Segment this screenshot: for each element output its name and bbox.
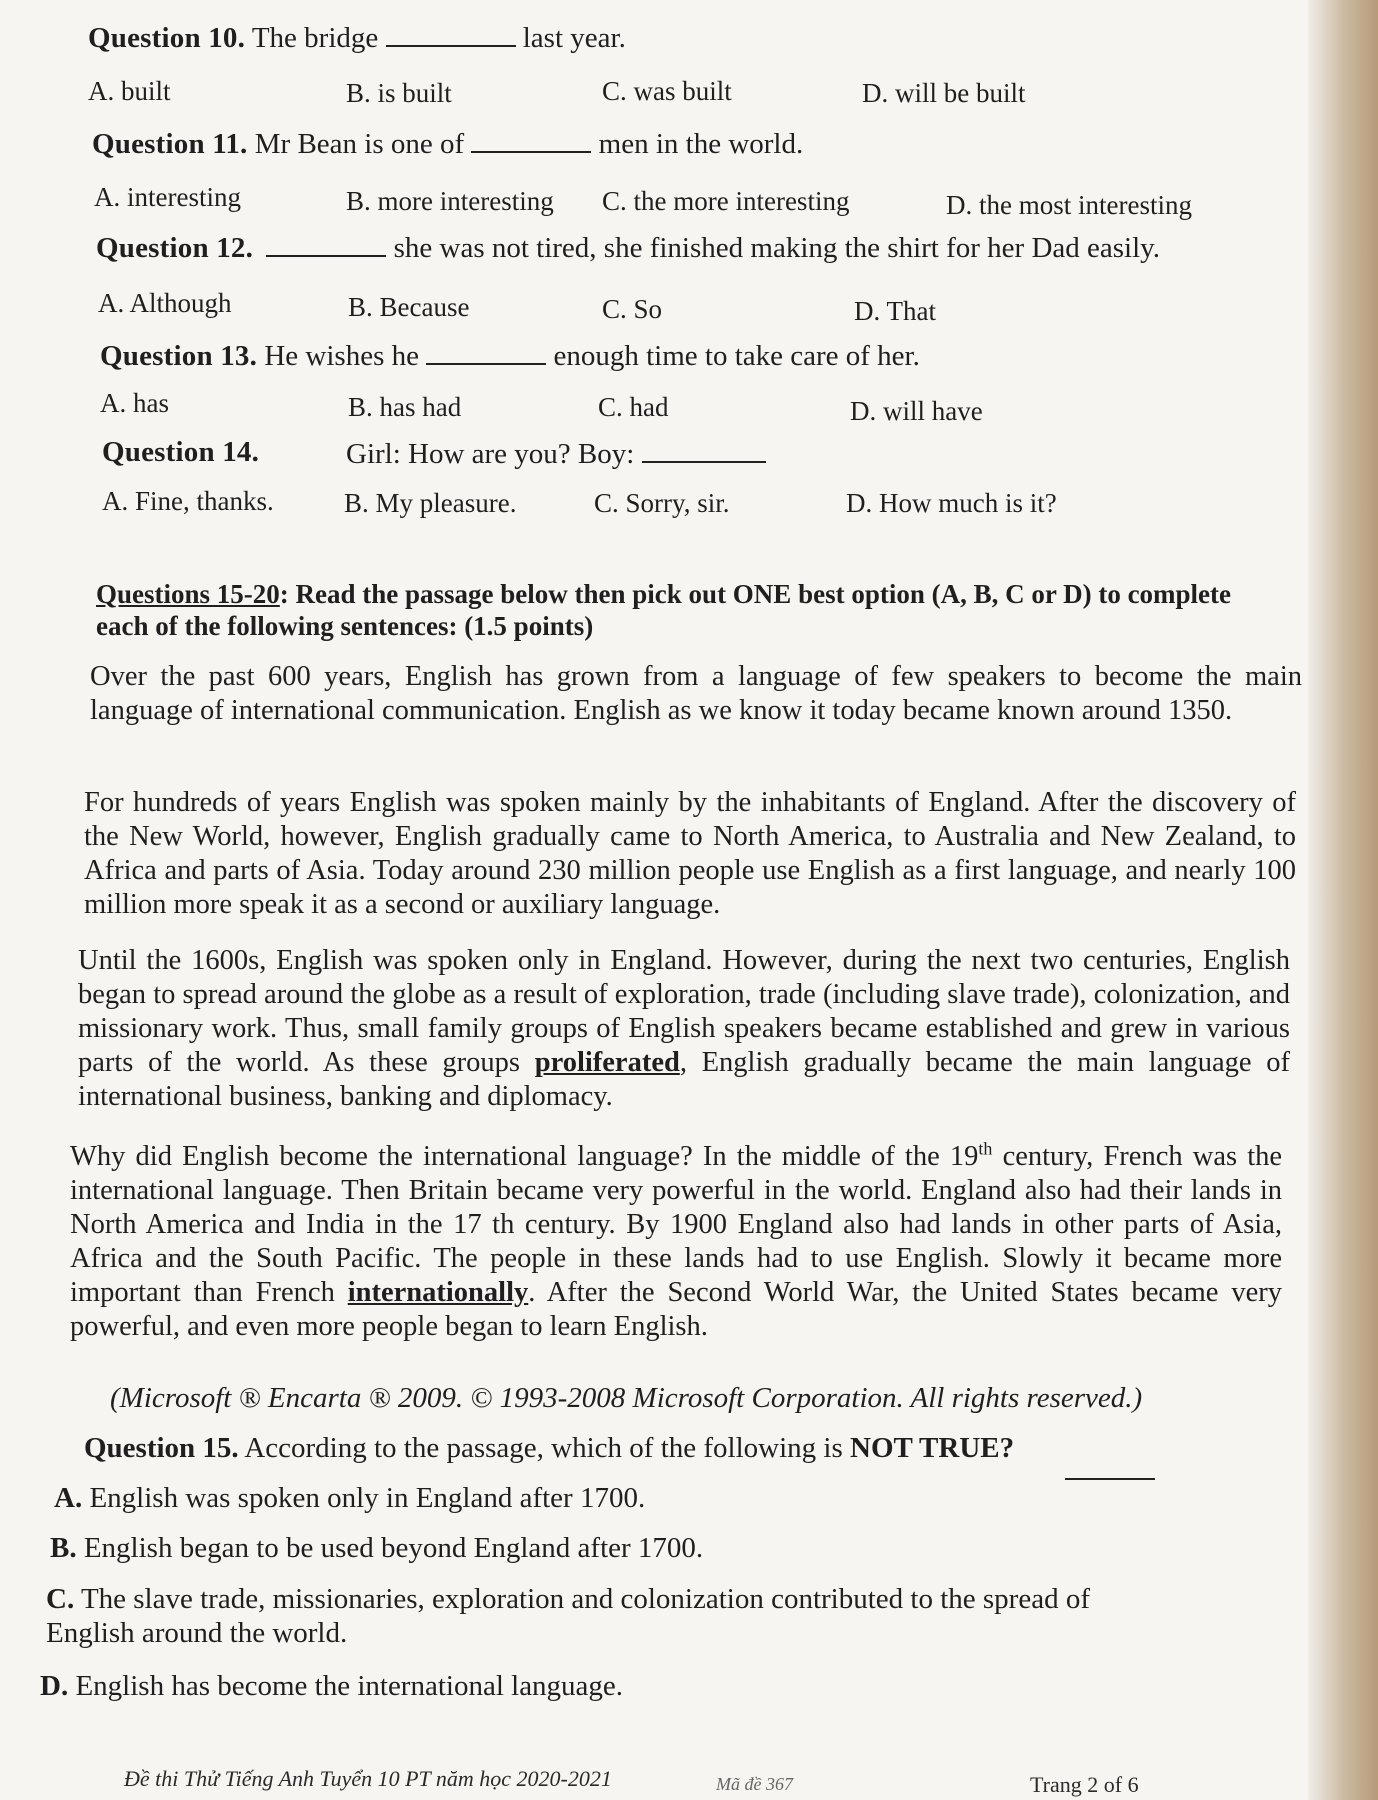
- q11-option-b: B. more interesting: [346, 186, 554, 216]
- question-12: [96, 232, 1160, 265]
- footer-exam-title: Đề thi Thử Tiếng Anh Tuyển 10 PT năm học 2020-2021: [124, 1766, 612, 1791]
- question-text-before: Mr Bean is one of: [254, 128, 465, 160]
- answer-blank: [386, 45, 516, 47]
- question-15: [84, 1432, 1014, 1465]
- section-heading: Questions 15-20: [96, 579, 280, 609]
- question-text-before: He wishes he: [264, 340, 419, 372]
- q12-option-d: D. That: [854, 296, 936, 326]
- question-10: [88, 22, 626, 55]
- option-text: English has become the international language.: [75, 1670, 624, 1702]
- q15-option-a: [54, 1482, 645, 1515]
- q15-option-b: [50, 1532, 703, 1565]
- passage-text: century, French was the international language. Then Britain became very powerful in the world. England also had their lands in North America and India in the 17 th century. By 1900 England also had lands in other parts of Asia, Africa and the South Pacific. The people in these lands had to use English. Slowly it became more important than French: [70, 1141, 1283, 1308]
- question-14: [102, 436, 259, 469]
- answer-blank: [471, 151, 591, 153]
- q10-option-c: C. was built: [602, 76, 732, 106]
- question-text: According to the passage, which of the following is: [244, 1432, 843, 1464]
- question-text-after: men in the world.: [598, 128, 804, 160]
- passage-paragraph-2: For hundreds of years English was spoken mainly by the inhabitants of England. After the discovery of the New World, however, English gradually came to North America, to Australia and New Zealand, to Africa and parts of Asia. Today around 230 million people use English as a first language, and nearly 100 million more speak it as a second or auxiliary language.: [84, 787, 1296, 920]
- answer-blank: [266, 255, 386, 257]
- question-number: Question 15.: [84, 1432, 239, 1464]
- question-text-before: The bridge: [251, 22, 379, 54]
- q14-option-a: A. Fine, thanks.: [102, 486, 274, 516]
- q14-option-d: D. How much is it?: [846, 488, 1057, 518]
- question-text-after: enough time to take care of her.: [553, 340, 920, 372]
- q13-option-b: B. has had: [348, 392, 462, 422]
- passage-text: Until the 1600s, English was spoken only in England. However, during the next two centuries, English began to spread around the globe as a result of exploration, trade (including slave trade), colonization, and missionary work. Thus, small family groups of English speakers became established and grew in various parts of the world. As these groups: [78, 945, 1290, 1078]
- question-number: Question 12.: [96, 232, 254, 264]
- footer-exam-code: Mã đề 367: [716, 1774, 793, 1794]
- question-14-dialogue: [346, 438, 766, 471]
- q13-option-d: D. will have: [850, 396, 983, 426]
- question-13: [100, 340, 920, 373]
- question-text-after: last year.: [522, 22, 626, 54]
- underlined-word-proliferated: proliferated: [534, 1047, 680, 1078]
- option-text: English was spoken only in England after 1700.: [89, 1482, 646, 1514]
- section-instruction: [96, 578, 1286, 642]
- q15-option-c: [46, 1582, 1166, 1650]
- question-text-after: she was not tired, she finished making the shirt for her Dad easily.: [393, 232, 1161, 264]
- option-label: C.: [46, 1583, 75, 1615]
- option-label: A.: [54, 1482, 83, 1514]
- option-text: English began to be used beyond England after 1700.: [83, 1532, 704, 1564]
- q11-option-c: C. the more interesting: [602, 186, 850, 216]
- passage-text: Why did English become the international language? In the middle of the: [70, 1141, 940, 1172]
- q14-option-c: C. Sorry, sir.: [594, 488, 730, 518]
- q12-option-a: A. Although: [98, 288, 232, 318]
- q13-option-c: C. had: [598, 392, 669, 422]
- q10-option-b: B. is built: [346, 78, 452, 108]
- passage-paragraph-4: [70, 1140, 1282, 1344]
- q12-option-c: C. So: [602, 294, 663, 324]
- q11-option-a: A. interesting: [94, 182, 241, 212]
- q10-option-d: D. will be built: [862, 78, 1026, 108]
- answer-blank: [1065, 1478, 1155, 1480]
- q13-option-a: A. has: [100, 388, 169, 418]
- question-number: Question 11.: [92, 128, 248, 160]
- passage-paragraph-1: Over the past 600 years, English has grown from a language of few speakers to become the main language of international communication. English as we know it today became known around 1350.: [90, 661, 1302, 726]
- option-label: D.: [40, 1670, 69, 1702]
- question-number: Question 13.: [100, 340, 258, 372]
- question-number: Question 14.: [102, 436, 260, 468]
- q14-option-b: B. My pleasure.: [344, 488, 517, 518]
- underlined-word-internationally: internationally: [347, 1277, 529, 1308]
- source-citation: (Microsoft ® Encarta ® 2009. © 1993-2008 Microsoft Corporation. All rights reserved.): [110, 1382, 1143, 1414]
- question-11: [92, 128, 803, 161]
- q10-option-a: A. built: [88, 76, 171, 106]
- footer-page-number: Trang 2 of 6: [1030, 1772, 1139, 1797]
- page-edge-shadow: [1308, 0, 1378, 1800]
- answer-blank: [642, 461, 766, 463]
- passage-paragraph-3: [78, 944, 1290, 1114]
- century-number: 19: [949, 1141, 979, 1172]
- option-label: B.: [50, 1532, 77, 1564]
- section-instruction-text: : Read the passage below then pick out ONE best option (A, B, C or D) to complete each of the following sentences: (1.5 points): [96, 579, 1232, 641]
- answer-blank: [426, 363, 546, 365]
- ordinal-suffix: th: [978, 1138, 993, 1159]
- option-text: The slave trade, missionaries, exploration and colonization contributed to the spread of English around the world.: [46, 1583, 1090, 1649]
- question-number: Question 10.: [88, 22, 246, 54]
- question-emphasis: NOT TRUE?: [850, 1432, 1015, 1464]
- q12-option-b: B. Because: [348, 292, 470, 322]
- passage-text: . After the Second World War, the United States became very powerful, and even more people began to learn English.: [70, 1277, 1282, 1342]
- passage-text: , English gradually became the main language of international business, banking and diplomacy.: [78, 1047, 1290, 1112]
- q11-option-d: D. the most interesting: [946, 190, 1192, 220]
- question-text-before: Girl: How are you? Boy:: [346, 438, 635, 470]
- q15-option-d: [40, 1670, 623, 1703]
